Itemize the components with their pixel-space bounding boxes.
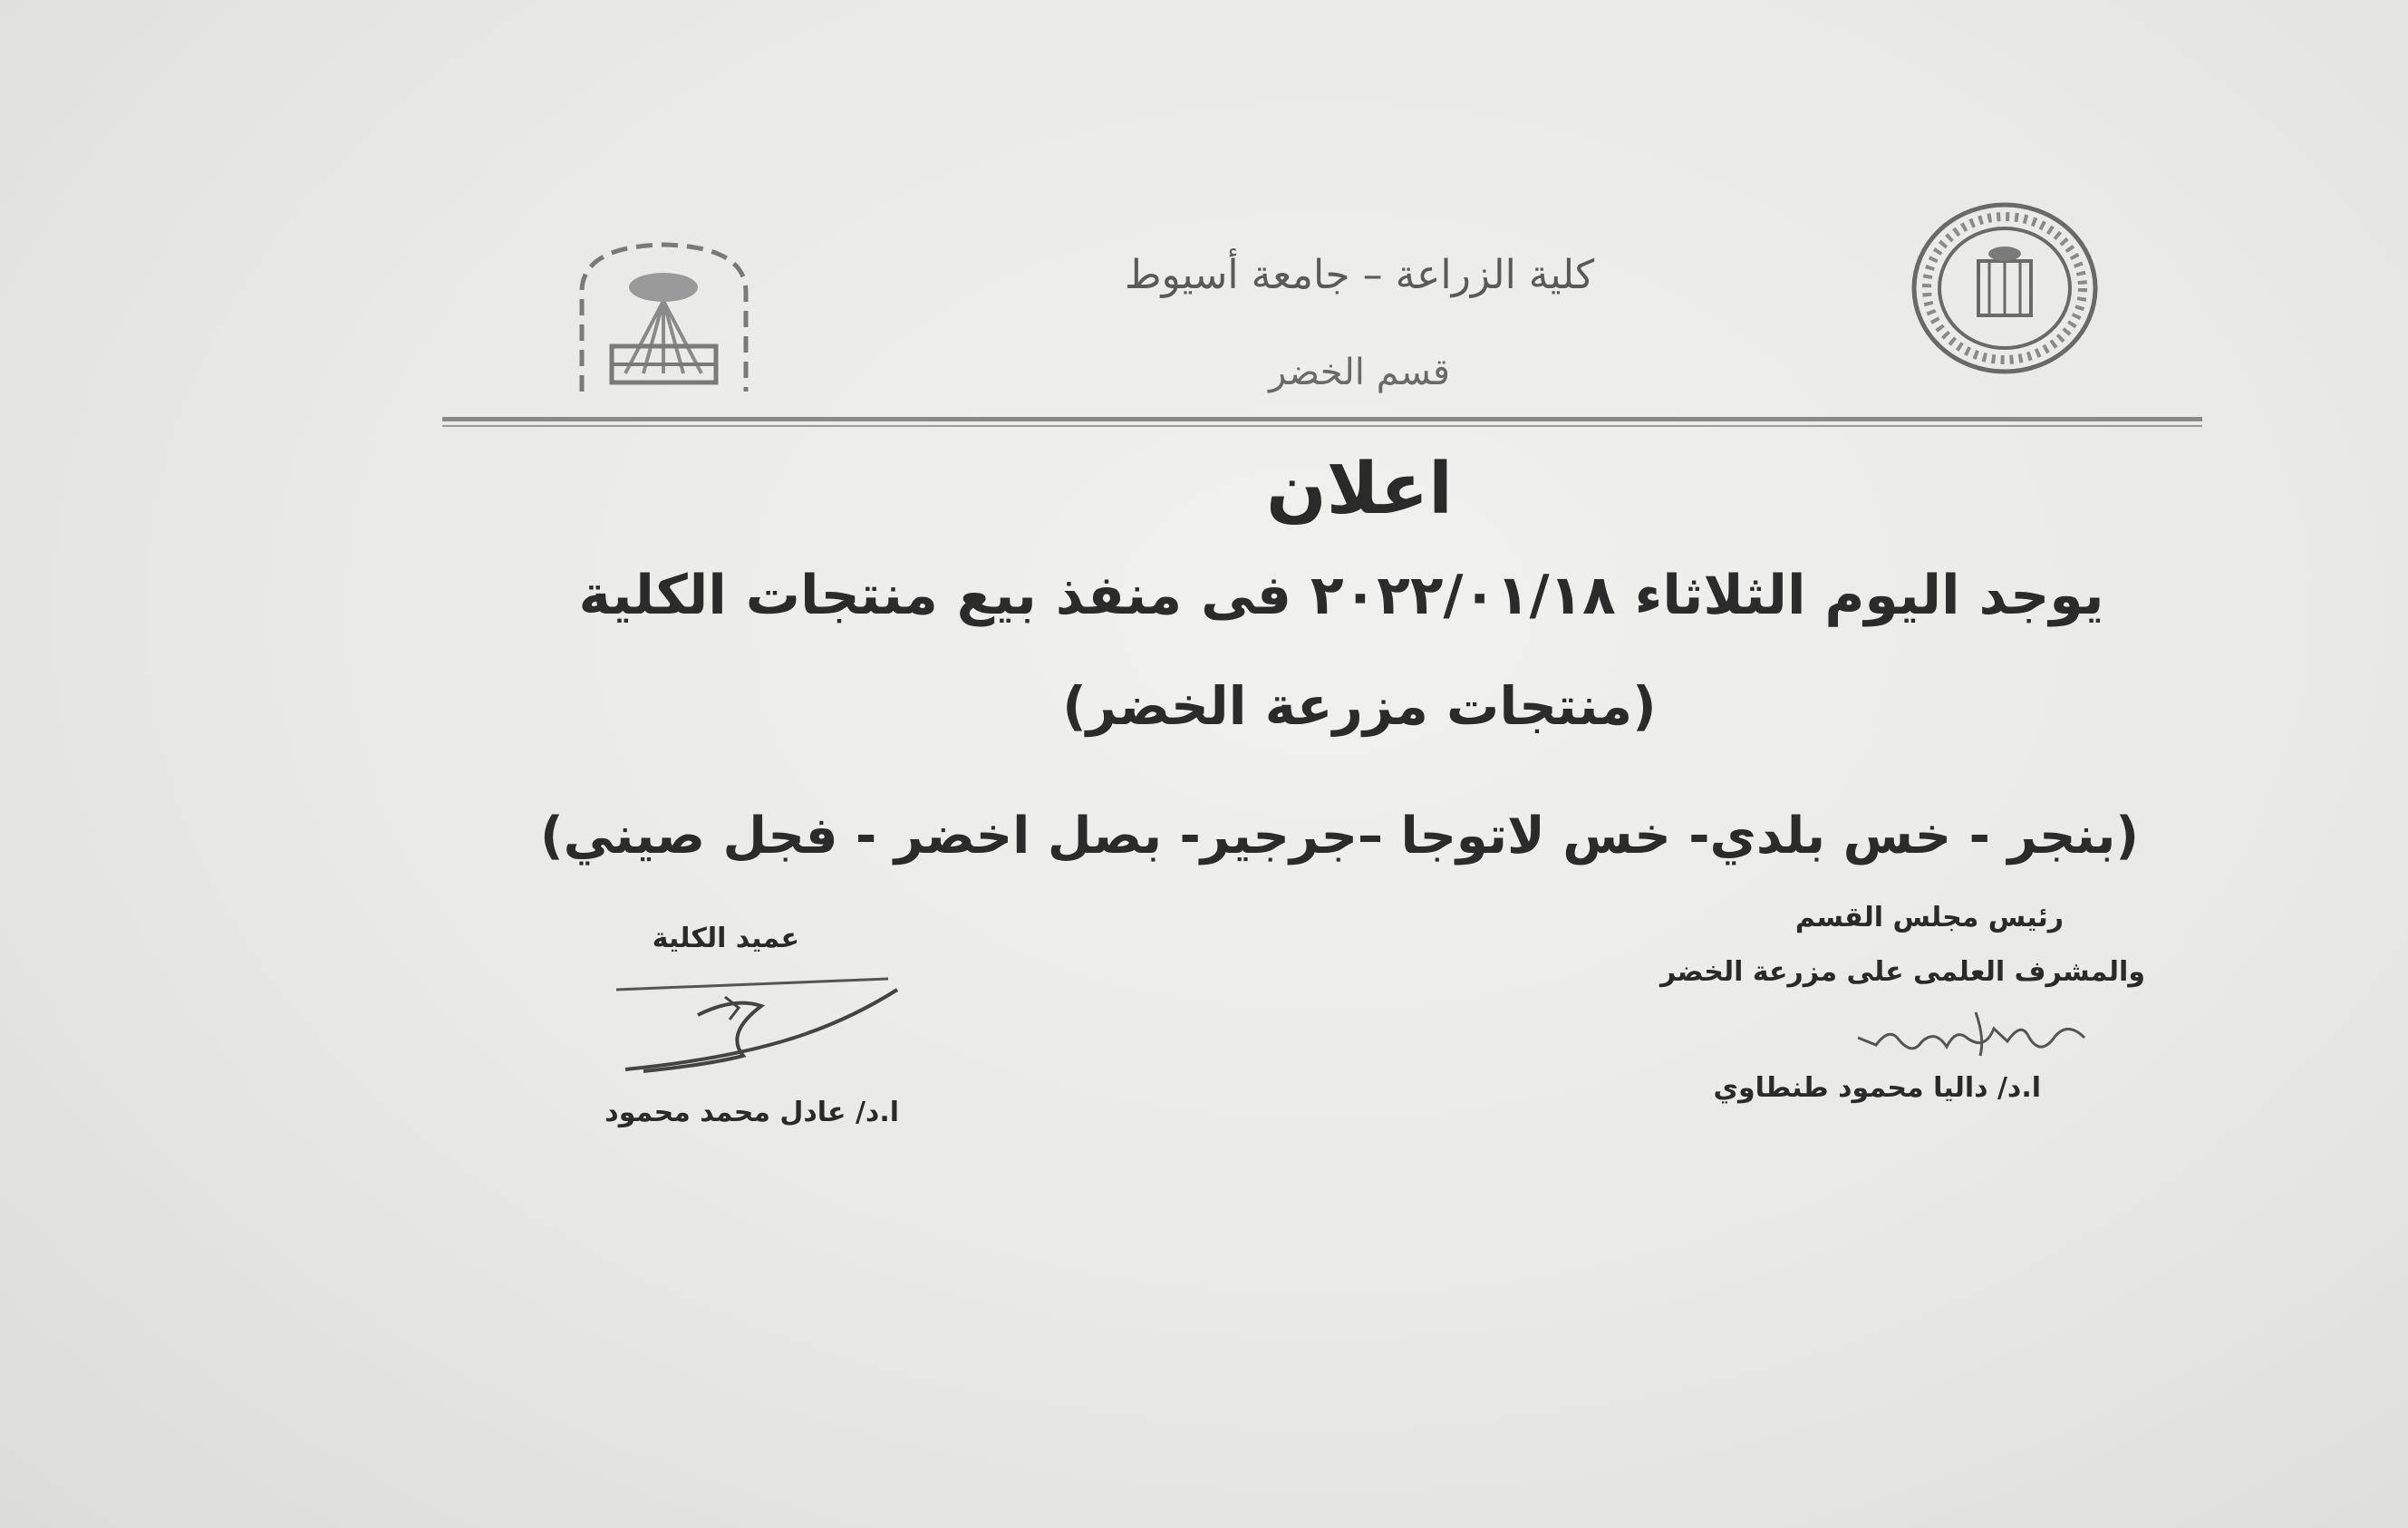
header-divider [442,417,2202,421]
notice-line-2: (منتجات مزرعة الخضر) [1062,675,1657,737]
university-seal-icon [1908,198,2103,379]
handwritten-signature-icon [1849,1001,2094,1065]
department-head-title: رئيس مجلس القسم [1794,902,2064,933]
notice-line-1: يوجد اليوم الثلاثاء ٢٠٢٢/٠١/١٨ فى منفذ بيع منتجات الكلية [578,564,2104,627]
header-divider-thin [442,425,2202,427]
supervisor-name: ا.د/ داليا محمود طنطاوي [1713,1072,2041,1104]
department-name: قسم الخضر [1268,352,1451,393]
dean-name: ا.د/ عادل محمد محمود [604,1097,899,1128]
institution-title: كلية الزراعة – جامعة أسيوط [1124,252,1595,298]
notice-products: (بنجر - خس بلدي- خس لاتوجا –جرجير- بصل اخضر - فجل صيني) [539,807,2139,866]
dean-title: عميد الكلية [652,923,799,954]
notice-heading: اعلان [1266,449,1453,530]
farm-supervisor-title: والمشرف العلمى على مزرعة الخضر [1660,956,2145,988]
handwritten-signature-icon [607,970,915,1097]
university-emblem-icon [571,237,757,396]
